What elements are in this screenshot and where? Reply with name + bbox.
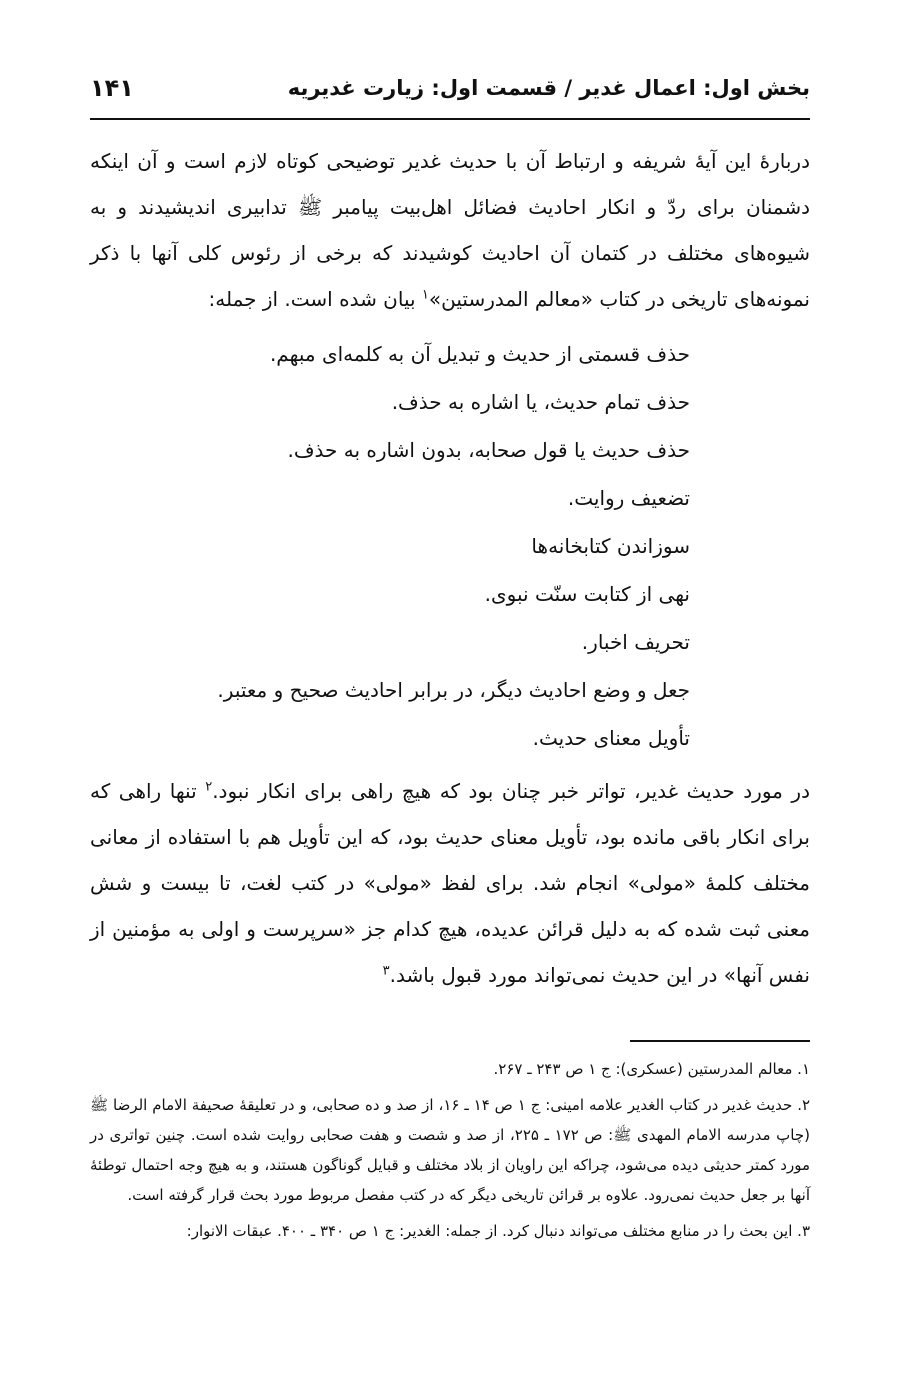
footnote-divider — [630, 1040, 810, 1042]
list-item: تأویل معنای حدیث. — [532, 726, 690, 750]
header-divider — [90, 118, 810, 120]
list-item: جعل و وضع احادیث دیگر، در برابر احادیث صحیح و معتبر. — [217, 678, 690, 702]
list-item: حذف قسمتی از حدیث و تبدیل آن به کلمه‌ای مبهم. — [269, 342, 690, 366]
intro-paragraph — [90, 138, 810, 322]
list-item: تحریف اخبار. — [581, 630, 690, 654]
list-item: حذف تمام حدیث، یا اشاره به حذف. — [391, 390, 690, 414]
list-item: حذف حدیث یا قول صحابه، بدون اشاره به حذف. — [287, 438, 690, 462]
list-item: نهی از کتابت سنّت نبوی. — [484, 582, 690, 606]
conclusion-part-1: در مورد حدیث غدیر، تواتر خبر چنان بود که هیچ راهی برای انکار نبود. — [212, 779, 810, 803]
footnote-ref-3[interactable]: ۳ — [382, 963, 390, 979]
footnote-1: ۱. معالم المدرستین (عسکری): ج ۱ ص ۲۴۳ ـ ۲۶۷. — [493, 1060, 810, 1078]
intro-text: دربارۀ این آیۀ شریفه و ارتباط آن با حدیث غدیر توضیحی کوتاه لازم است و آن اینکه دشمنان برای ردّ و انکار احادیث فضائل اهل‌بیت پیامبر ﷺ تدابیری اندیشیدند و به شیوه‌های مختلف در کتمان آن احادیث کوشیدند که برخی از رئوس کلی آنها با ذکر نمونه‌های تاریخی در کتاب «معالم المدرستین» — [90, 149, 810, 311]
running-header — [90, 66, 810, 110]
footnote-2: ۲. حدیث غدیر در کتاب الغدیر علامه امینی: ج ۱ ص ۱۴ ـ ۱۶، از صد و ده صحابی، و در تعلیقۀ صحیفة الامام الرضا ﷺ (چاپ مدرسه الامام المهدی ﷺ: ص ۱۷۲ ـ ۲۲۵، از صد و شصت و هفت صحابی روایت شده است. چنین تواتری در مورد کمتر حدیثی دیده می‌شود، چراکه این راویان از بلاد مختلف و قبایل گوناگون هستند، و به هیچ وجه احتمال توطئۀ آنها بر جعل حدیث نمی‌رود. علاوه بر قرائن تاریخی دیگر که در کتب مفصل مربوط مورد بحث قرار گرفته است. — [90, 1096, 811, 1204]
footnote-ref-1[interactable]: ۱ — [421, 287, 429, 303]
conclusion-part-2: تنها راهی که برای انکار باقی مانده بود، تأویل معنای حدیث بود، که این تأویل هم با استفاده از معانی مختلف کلمۀ «مولی» انجام شد. برای لفظ «مولی» در کتب لغت، تا بیست و شش معنی ثبت شده که به دلیل قرائن عدیده، هیچ کدام جز «سرپرست و اولی به مؤمنین از نفس آنها» در این حدیث نمی‌تواند مورد قبول باشد. — [90, 779, 810, 987]
section-title: بخش اول: اعمال غدیر / قسمت اول: زیارت غدیریه — [287, 76, 810, 100]
footnote-ref-2[interactable]: ۲ — [205, 779, 213, 795]
main-text — [90, 138, 810, 998]
list-item: سوزاندن کتابخانه‌ها — [531, 534, 690, 558]
methods-list — [90, 330, 810, 762]
page-number: ۱۴۱ — [90, 74, 134, 102]
conclusion-paragraph — [90, 768, 810, 998]
footnotes — [90, 1054, 810, 1252]
list-item: تضعیف روایت. — [567, 486, 690, 510]
footnote-3: ۳. این بحث را در منابع مختلف می‌تواند دنبال کرد. از جمله: الغدیر: ج ۱ ص ۳۴۰ ـ ۴۰۰. عبقات الانوار: — [186, 1222, 810, 1240]
intro-tail: بیان شده است. از جمله: — [208, 287, 422, 311]
